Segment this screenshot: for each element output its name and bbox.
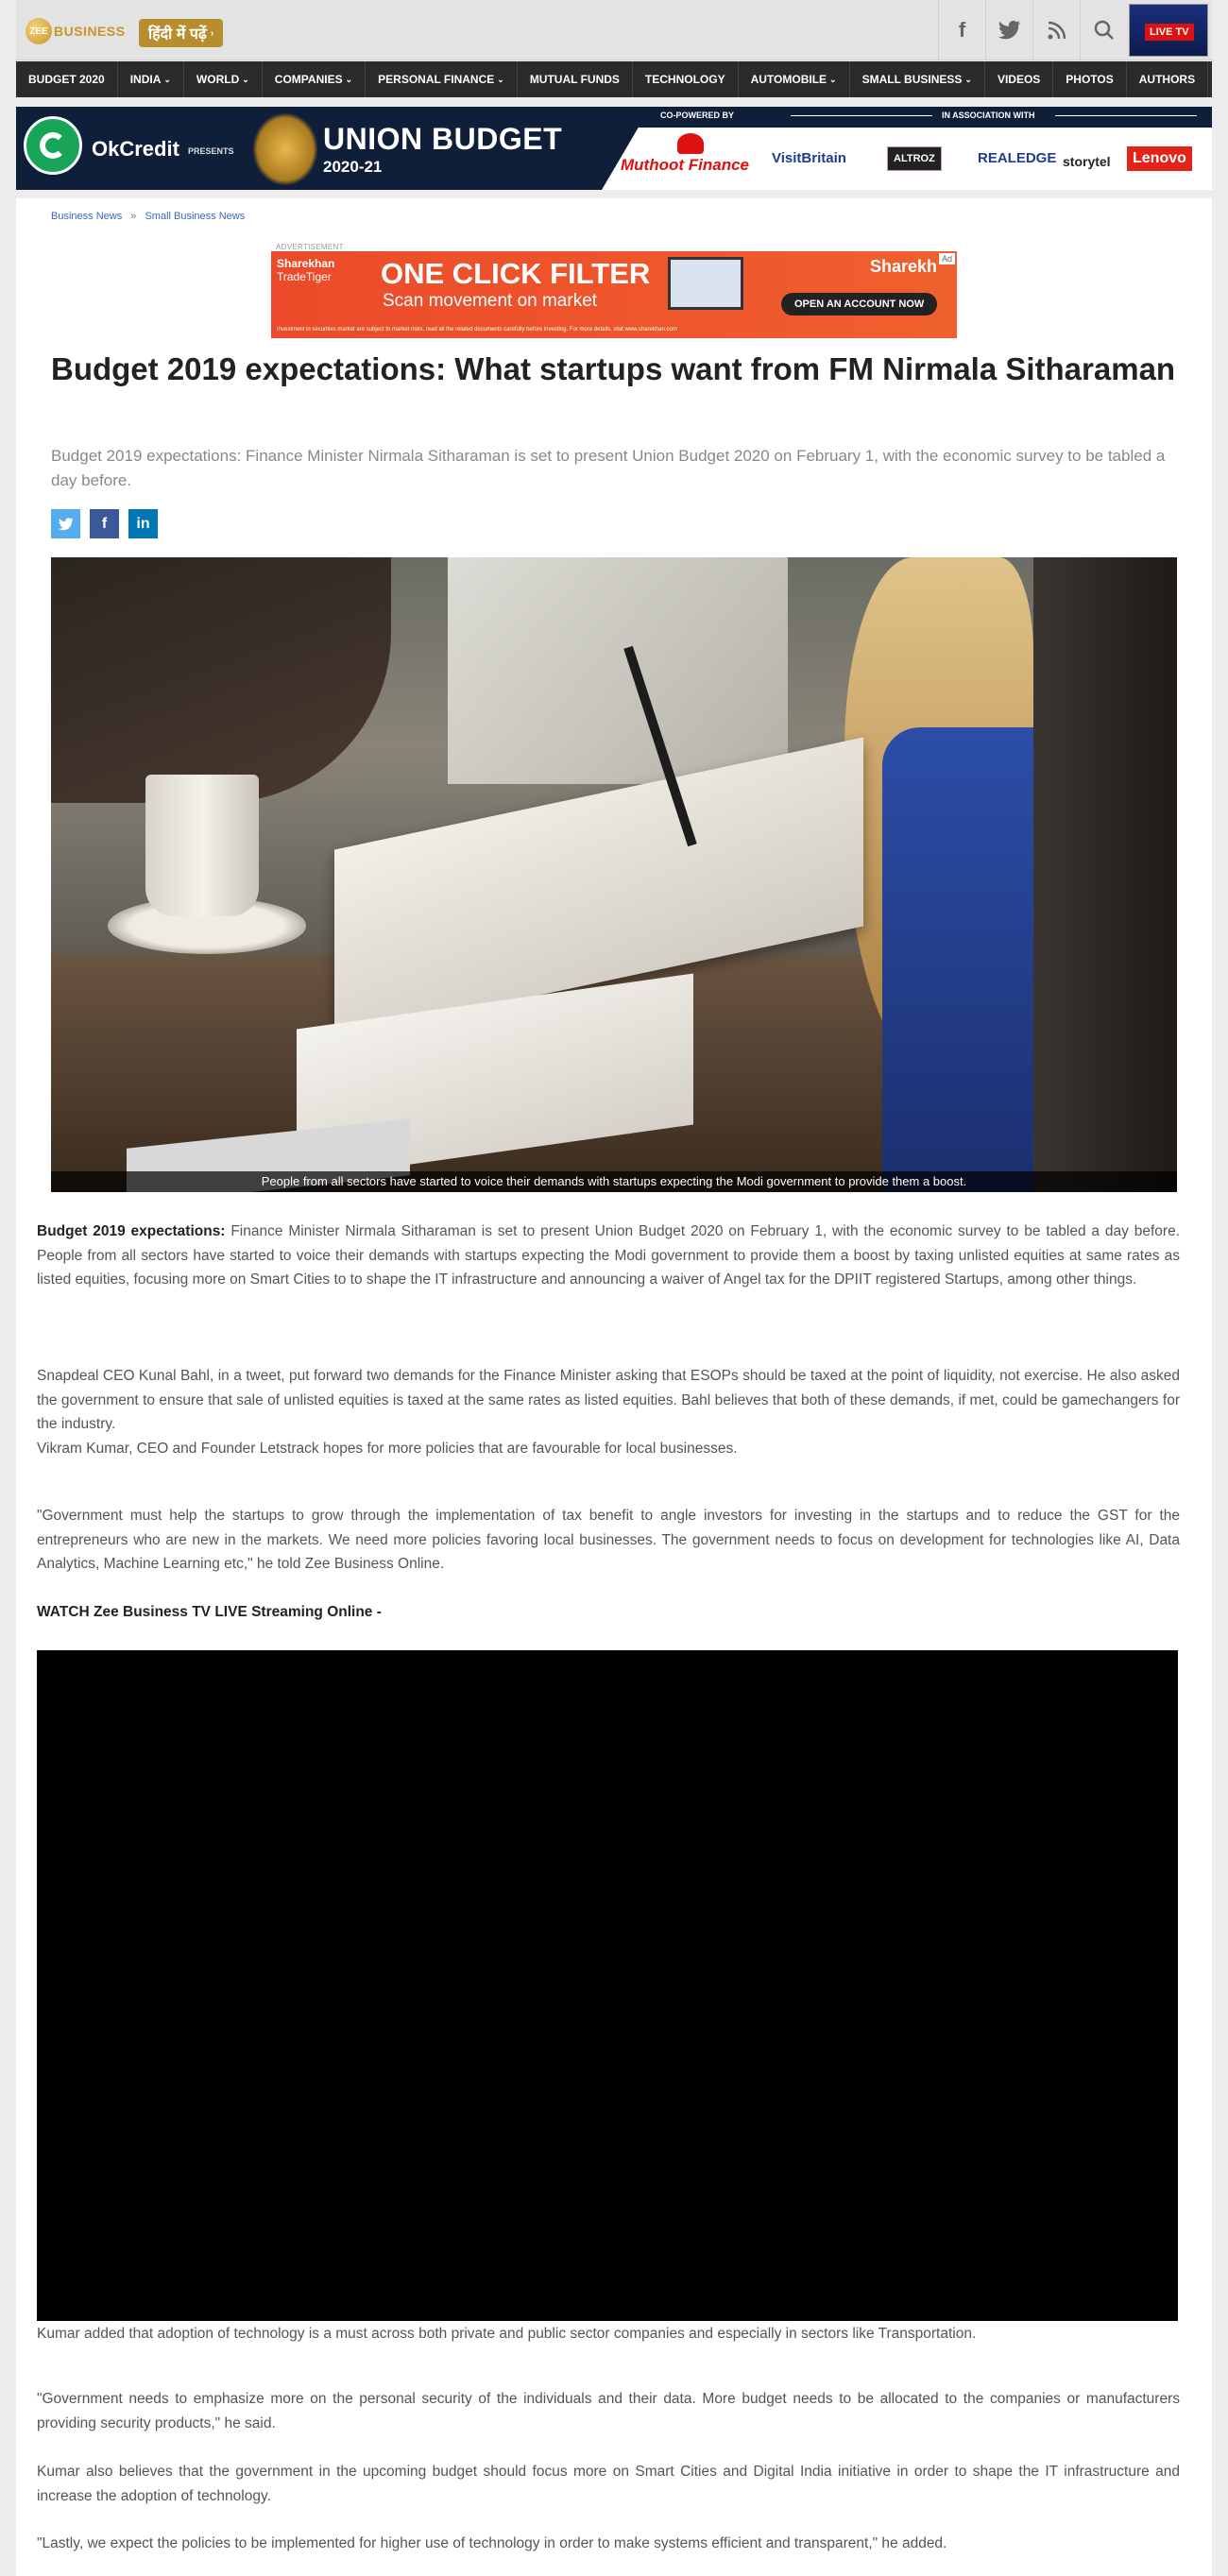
- nav-item-technology[interactable]: [633, 61, 739, 97]
- live-video-player[interactable]: [37, 1650, 1178, 2321]
- share-linkedin-button[interactable]: [128, 509, 158, 538]
- watch-live-heading: WATCH Zee Business TV LIVE Streaming Online -: [37, 1604, 382, 1620]
- chevron-down-icon: ⌄: [829, 74, 837, 84]
- partner-muthoot: Muthoot Finance: [621, 156, 749, 174]
- nav-item-small-business[interactable]: [850, 61, 985, 97]
- ad-monitor-illustration: [668, 257, 743, 310]
- nav-item-label: INDIA: [129, 73, 162, 86]
- open-account-button[interactable]: OPEN AN ACCOUNT NOW: [781, 293, 937, 316]
- hindi-read-button[interactable]: [139, 19, 223, 47]
- nav-item-label: WORLD: [196, 73, 240, 86]
- breadcrumb-small-business-news[interactable]: Small Business News: [145, 211, 246, 222]
- union-budget-year: 2020-21: [323, 158, 383, 176]
- search-icon[interactable]: [1080, 0, 1127, 60]
- muthoot-logo-icon: [677, 133, 704, 154]
- share-twitter-button[interactable]: [51, 509, 80, 538]
- chevron-down-icon: ⌄: [242, 74, 249, 84]
- association-label: IN ASSOCIATION WITH: [942, 111, 1035, 120]
- nav-item-companies[interactable]: [263, 61, 366, 97]
- paragraph-text: Finance Minister Nirmala Sitharaman is set to present Union Budget 2020 on February 1, with the economic survey to be tabled a day before. People from all sectors have started to voice their demands with startups expecting the Modi government to provide them a boost by taxing unlisted equities at same rates as listed equities, focusing more on Smart Cities to to shape the IT infrastructure and announcing a waiver of Angel tax for the DPIIT registered Startups, among other things.: [37, 1223, 1180, 1288]
- nav-item-mutual-funds[interactable]: [518, 61, 633, 97]
- article-paragraph-1: [37, 1220, 1180, 1292]
- ad-right-brand: Sharekh: [870, 257, 938, 276]
- site-header: [16, 0, 1212, 60]
- nav-item-label: MUTUAL FUNDS: [529, 73, 620, 86]
- image-caption: People from all sectors have started to voice their demands with startups expecting the Modi government to provide them a boost.: [51, 1171, 1177, 1192]
- breadcrumb: [51, 211, 245, 222]
- caret-right-icon: ›: [210, 27, 214, 39]
- article-paragraph-2: Snapdeal CEO Kunal Bahl, in a tweet, put forward two demands for the Finance Minister asking that ESOPs should be taxed at the point of liquidity, not exercise. He also asked the government to ensure that sale of unlisted equities is taxed at the same rates as listed equities. Bahl believes that both of these demands, if met, could be gamechangers for the industry.: [37, 1368, 1180, 1432]
- twitter-icon[interactable]: [985, 0, 1032, 60]
- article-paragraph-4: "Government must help the startups to grow through the implementation of tax benefit to angle investors for investing in the startups and to reduce the GST for the entrepreneurs who are new in the markets. We need more policies favoring local businesses. The government needs to focus on development for technologies like AI, Data Analytics, Machine Learning etc," he told Zee Business Online.: [37, 1508, 1180, 1572]
- article-paragraph-6: "Government needs to emphasize more on the personal security of the individuals and their data. More budget needs to be allocated to the companies or manufacturers providing security products," he said.: [37, 2391, 1180, 2431]
- article-hero-image: [51, 557, 1177, 1192]
- logo-badge: ZEE: [26, 18, 52, 44]
- nav-item-label: AUTOMOBILE: [750, 73, 827, 86]
- article-paragraph-5: Kumar added that adoption of technology is a must across both private and public sector companies and especially in sectors like Transportation.: [37, 2326, 977, 2342]
- header-icons: [938, 0, 1127, 60]
- twitter-icon: [59, 518, 74, 531]
- share-buttons: [51, 509, 158, 538]
- nav-item-label: TECHNOLOGY: [644, 73, 725, 86]
- sharekhan-ad-banner[interactable]: [271, 251, 957, 338]
- okcredit-name: OkCredit: [92, 137, 179, 161]
- divider: [1055, 115, 1197, 116]
- divider: [791, 115, 932, 116]
- chevron-down-icon: ⌄: [163, 74, 171, 84]
- breadcrumb-separator: »: [130, 211, 137, 222]
- ad-brand: [277, 257, 334, 283]
- union-budget-banner[interactable]: [16, 107, 1212, 190]
- ad-brand-name: Sharekhan: [277, 257, 335, 270]
- ad-subline: Scan movement on market: [383, 291, 598, 311]
- breadcrumb-business-news[interactable]: Business News: [51, 211, 123, 222]
- main-nav: [16, 61, 1212, 97]
- facebook-icon: f: [101, 515, 108, 532]
- facebook-icon[interactable]: f: [938, 0, 985, 60]
- ad-headline: ONE CLICK FILTER: [381, 257, 651, 290]
- partner-altroz: ALTROZ: [887, 146, 942, 171]
- chevron-down-icon: ⌄: [345, 74, 353, 84]
- article-summary: Budget 2019 expectations: Finance Minister Nirmala Sitharaman is set to present Union Budget 2020 on February 1, with the economic survey to be tabled a day before.: [51, 447, 1166, 489]
- zee-business-logo[interactable]: [26, 17, 126, 45]
- national-emblem-icon: [252, 112, 318, 186]
- nav-item-india[interactable]: [118, 61, 184, 97]
- advertisement-label: ADVERTISEMENT: [276, 243, 344, 251]
- nav-item-videos[interactable]: [985, 61, 1053, 97]
- rss-icon[interactable]: [1032, 0, 1080, 60]
- nav-item-personal-finance[interactable]: [366, 61, 518, 97]
- linkedin-icon: in: [136, 515, 150, 532]
- nav-item-label: VIDEOS: [997, 73, 1041, 86]
- live-tv-label: LIVE TV: [1145, 24, 1194, 41]
- nav-item-label: BUDGET 2020: [28, 73, 105, 86]
- ad-choices-badge[interactable]: Ad: [939, 253, 955, 264]
- nav-item-label: AUTHORS: [1138, 73, 1196, 86]
- partner-realedge: REALEDGE: [978, 150, 1057, 166]
- partner-lenovo: Lenovo: [1127, 146, 1192, 171]
- partner-visitbritain: VisitBritain: [772, 150, 846, 166]
- union-budget-title: UNION BUDGET: [323, 122, 563, 156]
- nav-item-label: PERSONAL FINANCE: [378, 73, 495, 86]
- article-card: [16, 198, 1212, 2576]
- co-powered-label: CO-POWERED BY: [660, 111, 735, 120]
- ad-disclaimer: Investment in securities market are subject to market risks, read all the related documents carefully before investing. For more details, visit www.sharekhan.com: [277, 327, 677, 333]
- partner-storytel: storytel: [1063, 154, 1111, 169]
- ad-brand-sub: TradeTiger: [277, 270, 332, 283]
- nav-item-label: SMALL BUSINESS: [861, 73, 963, 86]
- presents-label: PRESENTS: [188, 146, 234, 156]
- chevron-down-icon: ⌄: [964, 74, 972, 84]
- hindi-button-label: हिंदी में पढ़ें: [148, 26, 207, 43]
- article-paragraph-8: "Lastly, we expect the policies to be implemented for higher use of technology in order to make systems efficient and transparent," he added.: [37, 2535, 947, 2551]
- nav-item-world[interactable]: [184, 61, 263, 97]
- nav-item-label: COMPANIES: [274, 73, 343, 86]
- live-tv-thumbnail[interactable]: [1129, 4, 1208, 57]
- logo-text: BUSINESS: [54, 24, 126, 39]
- nav-item-photos[interactable]: [1053, 61, 1126, 97]
- nav-item-budget-2020[interactable]: [16, 61, 118, 97]
- paragraph-lead: Budget 2019 expectations:: [37, 1223, 226, 1239]
- chevron-down-icon: ⌄: [497, 74, 504, 84]
- okcredit-logo: [24, 116, 82, 175]
- nav-item-label: PHOTOS: [1066, 73, 1114, 86]
- nav-item-automobile[interactable]: [739, 61, 850, 97]
- share-facebook-button[interactable]: [90, 509, 119, 538]
- article-paragraph-7: Kumar also believes that the government in the upcoming budget should focus more on Smart Cities and Digital India initiative in order to shape the IT infrastructure and increase the adoption of technology.: [37, 2464, 1180, 2504]
- article-paragraph-3: Vikram Kumar, CEO and Founder Letstrack hopes for more policies that are favourable for local businesses.: [37, 1441, 738, 1457]
- nav-item-authors[interactable]: [1127, 61, 1208, 97]
- article-title: Budget 2019 expectations: What startups want from FM Nirmala Sitharaman: [51, 351, 1176, 386]
